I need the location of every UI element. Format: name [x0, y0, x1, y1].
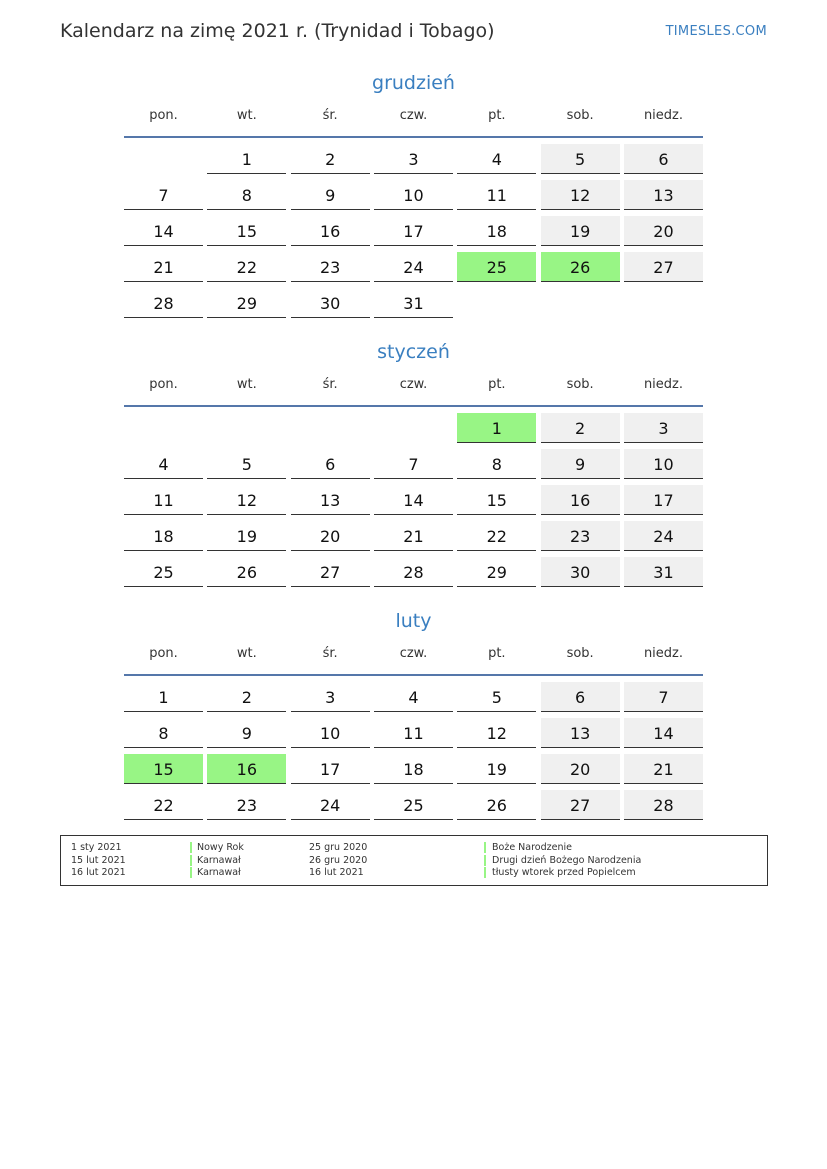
day-cell[interactable]: 12	[457, 718, 536, 748]
week-row	[124, 250, 703, 286]
weekday-header	[124, 646, 703, 666]
day-cell[interactable]: 19	[457, 754, 536, 784]
day-cell[interactable]: 5	[207, 449, 286, 479]
legend-date: 16 lut 2021	[71, 867, 126, 878]
week-row	[124, 680, 703, 716]
day-cell[interactable]: 7	[374, 449, 453, 479]
weekend-day-cell[interactable]: 31	[624, 557, 703, 587]
week-row	[124, 788, 703, 824]
header-divider	[124, 136, 703, 138]
weekday-header	[124, 377, 703, 397]
holiday-day-cell[interactable]: 1	[457, 413, 536, 443]
day-cell[interactable]: 6	[291, 449, 370, 479]
day-cell[interactable]: 11	[374, 718, 453, 748]
legend-holiday-name: Karnawał	[197, 854, 241, 866]
weekend-day-cell[interactable]: 14	[624, 718, 703, 748]
week-row	[124, 286, 703, 322]
month-block	[124, 606, 703, 824]
day-cell[interactable]: 21	[374, 521, 453, 551]
day-grid	[124, 680, 703, 824]
day-cell[interactable]: 1	[207, 144, 286, 174]
weekend-day-cell[interactable]: 17	[624, 485, 703, 515]
weekend-day-cell[interactable]: 27	[624, 252, 703, 282]
weekend-day-cell[interactable]: 28	[624, 790, 703, 820]
weekday-label: czw.	[399, 377, 428, 392]
holiday-day-cell[interactable]: 25	[457, 252, 536, 282]
holiday-day-cell[interactable]: 26	[541, 252, 620, 282]
legend-entry	[61, 855, 767, 867]
day-cell[interactable]: 19	[207, 521, 286, 551]
weekend-day-cell[interactable]: 10	[624, 449, 703, 479]
weekend-day-cell[interactable]: 20	[541, 754, 620, 784]
legend-date: 26 gru 2020	[309, 854, 368, 866]
weekday-label: pon.	[149, 377, 178, 392]
empty-cell	[207, 413, 286, 443]
day-cell[interactable]: 28	[374, 557, 453, 587]
day-grid	[124, 142, 703, 322]
weekday-label: wt.	[236, 108, 257, 123]
header-divider	[124, 405, 703, 407]
day-cell[interactable]: 14	[374, 485, 453, 515]
weekend-day-cell[interactable]: 24	[624, 521, 703, 551]
day-cell[interactable]: 30	[291, 288, 370, 318]
weekday-label: pon.	[149, 108, 178, 123]
day-cell[interactable]: 1	[124, 682, 203, 712]
day-cell[interactable]: 26	[207, 557, 286, 587]
holiday-color-marker	[484, 842, 486, 853]
day-cell[interactable]: 24	[374, 252, 453, 282]
weekend-day-cell[interactable]: 19	[541, 216, 620, 246]
week-row	[124, 483, 703, 519]
weekday-label: sob.	[566, 646, 594, 661]
weekend-day-cell[interactable]: 23	[541, 521, 620, 551]
week-row	[124, 752, 703, 788]
week-row	[124, 142, 703, 178]
weekend-day-cell[interactable]: 6	[624, 144, 703, 174]
day-cell[interactable]: 8	[457, 449, 536, 479]
day-cell[interactable]: 2	[291, 144, 370, 174]
legend-holiday-name: Nowy Rok	[197, 842, 244, 853]
empty-cell	[624, 288, 703, 318]
empty-cell	[124, 144, 203, 174]
day-cell[interactable]: 31	[374, 288, 453, 318]
day-cell[interactable]: 21	[124, 252, 203, 282]
weekday-label: pon.	[149, 646, 178, 661]
day-cell[interactable]: 16	[291, 216, 370, 246]
legend-date: 1 sty 2021	[71, 842, 122, 853]
day-cell[interactable]: 3	[291, 682, 370, 712]
day-cell[interactable]: 24	[291, 790, 370, 820]
day-cell[interactable]: 18	[374, 754, 453, 784]
day-cell[interactable]: 8	[124, 718, 203, 748]
day-cell[interactable]: 23	[291, 252, 370, 282]
legend-holiday-name: Drugi dzień Bożego Narodzenia	[492, 854, 642, 866]
weekday-label: pt.	[488, 377, 506, 392]
weekday-label: niedz.	[643, 646, 683, 661]
holiday-legend	[60, 835, 768, 886]
month-block	[124, 337, 703, 591]
page-title: Kalendarz na zimę 2021 r. (Trynidad i Tobago)	[60, 20, 495, 42]
day-cell[interactable]: 22	[124, 790, 203, 820]
weekend-day-cell[interactable]: 13	[624, 180, 703, 210]
day-cell[interactable]: 26	[457, 790, 536, 820]
month-name: luty	[395, 610, 432, 632]
weekend-day-cell[interactable]: 9	[541, 449, 620, 479]
weekday-label: czw.	[399, 646, 428, 661]
week-row	[124, 519, 703, 555]
legend-holiday-name: tłusty wtorek przed Popielcem	[492, 867, 636, 878]
legend-entry	[61, 842, 767, 854]
empty-cell	[124, 413, 203, 443]
day-cell[interactable]: 10	[374, 180, 453, 210]
empty-cell	[541, 288, 620, 318]
month-name: styczeń	[377, 341, 450, 363]
week-row	[124, 555, 703, 591]
weekend-day-cell[interactable]: 6	[541, 682, 620, 712]
day-cell[interactable]: 10	[291, 718, 370, 748]
week-row	[124, 411, 703, 447]
day-cell[interactable]: 14	[124, 216, 203, 246]
day-cell[interactable]: 5	[457, 682, 536, 712]
holiday-color-marker	[484, 867, 486, 878]
day-cell[interactable]: 11	[124, 485, 203, 515]
weekday-label: śr.	[322, 377, 338, 392]
day-cell[interactable]: 15	[207, 216, 286, 246]
empty-cell	[374, 413, 453, 443]
day-cell[interactable]: 25	[374, 790, 453, 820]
legend-date: 16 lut 2021	[309, 867, 364, 878]
month-block	[124, 68, 703, 322]
month-name: grudzień	[372, 72, 455, 94]
empty-cell	[291, 413, 370, 443]
day-cell[interactable]: 27	[291, 557, 370, 587]
weekend-day-cell[interactable]: 7	[624, 682, 703, 712]
weekend-day-cell[interactable]: 3	[624, 413, 703, 443]
weekday-label: pt.	[488, 108, 506, 123]
legend-holiday-name: Karnawał	[197, 867, 241, 878]
week-row	[124, 214, 703, 250]
day-cell[interactable]: 2	[207, 682, 286, 712]
week-row	[124, 178, 703, 214]
weekend-day-cell[interactable]: 16	[541, 485, 620, 515]
holiday-day-cell[interactable]: 15	[124, 754, 203, 784]
weekday-label: wt.	[236, 646, 257, 661]
week-row	[124, 447, 703, 483]
day-cell[interactable]: 3	[374, 144, 453, 174]
weekend-day-cell[interactable]: 27	[541, 790, 620, 820]
header-divider	[124, 674, 703, 676]
day-grid	[124, 411, 703, 591]
legend-date: 25 gru 2020	[309, 842, 368, 853]
day-cell[interactable]: 9	[291, 180, 370, 210]
weekday-label: sob.	[566, 377, 594, 392]
weekend-day-cell[interactable]: 21	[624, 754, 703, 784]
day-cell[interactable]: 9	[207, 718, 286, 748]
weekday-label: niedz.	[643, 377, 683, 392]
day-cell[interactable]: 29	[457, 557, 536, 587]
weekend-day-cell[interactable]: 13	[541, 718, 620, 748]
holiday-color-marker	[484, 855, 486, 866]
weekend-day-cell[interactable]: 12	[541, 180, 620, 210]
weekday-label: niedz.	[643, 108, 683, 123]
day-cell[interactable]: 4	[457, 144, 536, 174]
weekday-label: sob.	[566, 108, 594, 123]
weekend-day-cell[interactable]: 30	[541, 557, 620, 587]
day-cell[interactable]: 18	[124, 521, 203, 551]
day-cell[interactable]: 18	[457, 216, 536, 246]
week-row	[124, 716, 703, 752]
weekend-day-cell[interactable]: 2	[541, 413, 620, 443]
brand-link[interactable]: TIMESLES.COM	[665, 24, 767, 39]
day-cell[interactable]: 20	[291, 521, 370, 551]
legend-date: 15 lut 2021	[71, 854, 126, 866]
legend-entry	[61, 867, 767, 879]
weekend-day-cell[interactable]: 20	[624, 216, 703, 246]
weekday-label: śr.	[322, 108, 338, 123]
day-cell[interactable]: 7	[124, 180, 203, 210]
day-cell[interactable]: 22	[457, 521, 536, 551]
day-cell[interactable]: 28	[124, 288, 203, 318]
day-cell[interactable]: 29	[207, 288, 286, 318]
day-cell[interactable]: 17	[374, 216, 453, 246]
day-cell[interactable]: 17	[291, 754, 370, 784]
day-cell[interactable]: 13	[291, 485, 370, 515]
weekday-label: czw.	[399, 108, 428, 123]
day-cell[interactable]: 12	[207, 485, 286, 515]
weekday-label: pt.	[488, 646, 506, 661]
day-cell[interactable]: 11	[457, 180, 536, 210]
day-cell[interactable]: 8	[207, 180, 286, 210]
day-cell[interactable]: 4	[374, 682, 453, 712]
weekday-label: śr.	[322, 646, 338, 661]
day-cell[interactable]: 15	[457, 485, 536, 515]
day-cell[interactable]: 25	[124, 557, 203, 587]
day-cell[interactable]: 4	[124, 449, 203, 479]
weekday-label: wt.	[236, 377, 257, 392]
weekday-header	[124, 108, 703, 128]
weekend-day-cell[interactable]: 5	[541, 144, 620, 174]
holiday-day-cell[interactable]: 16	[207, 754, 286, 784]
legend-holiday-name: Boże Narodzenie	[492, 842, 572, 853]
day-cell[interactable]: 22	[207, 252, 286, 282]
empty-cell	[457, 288, 536, 318]
day-cell[interactable]: 23	[207, 790, 286, 820]
